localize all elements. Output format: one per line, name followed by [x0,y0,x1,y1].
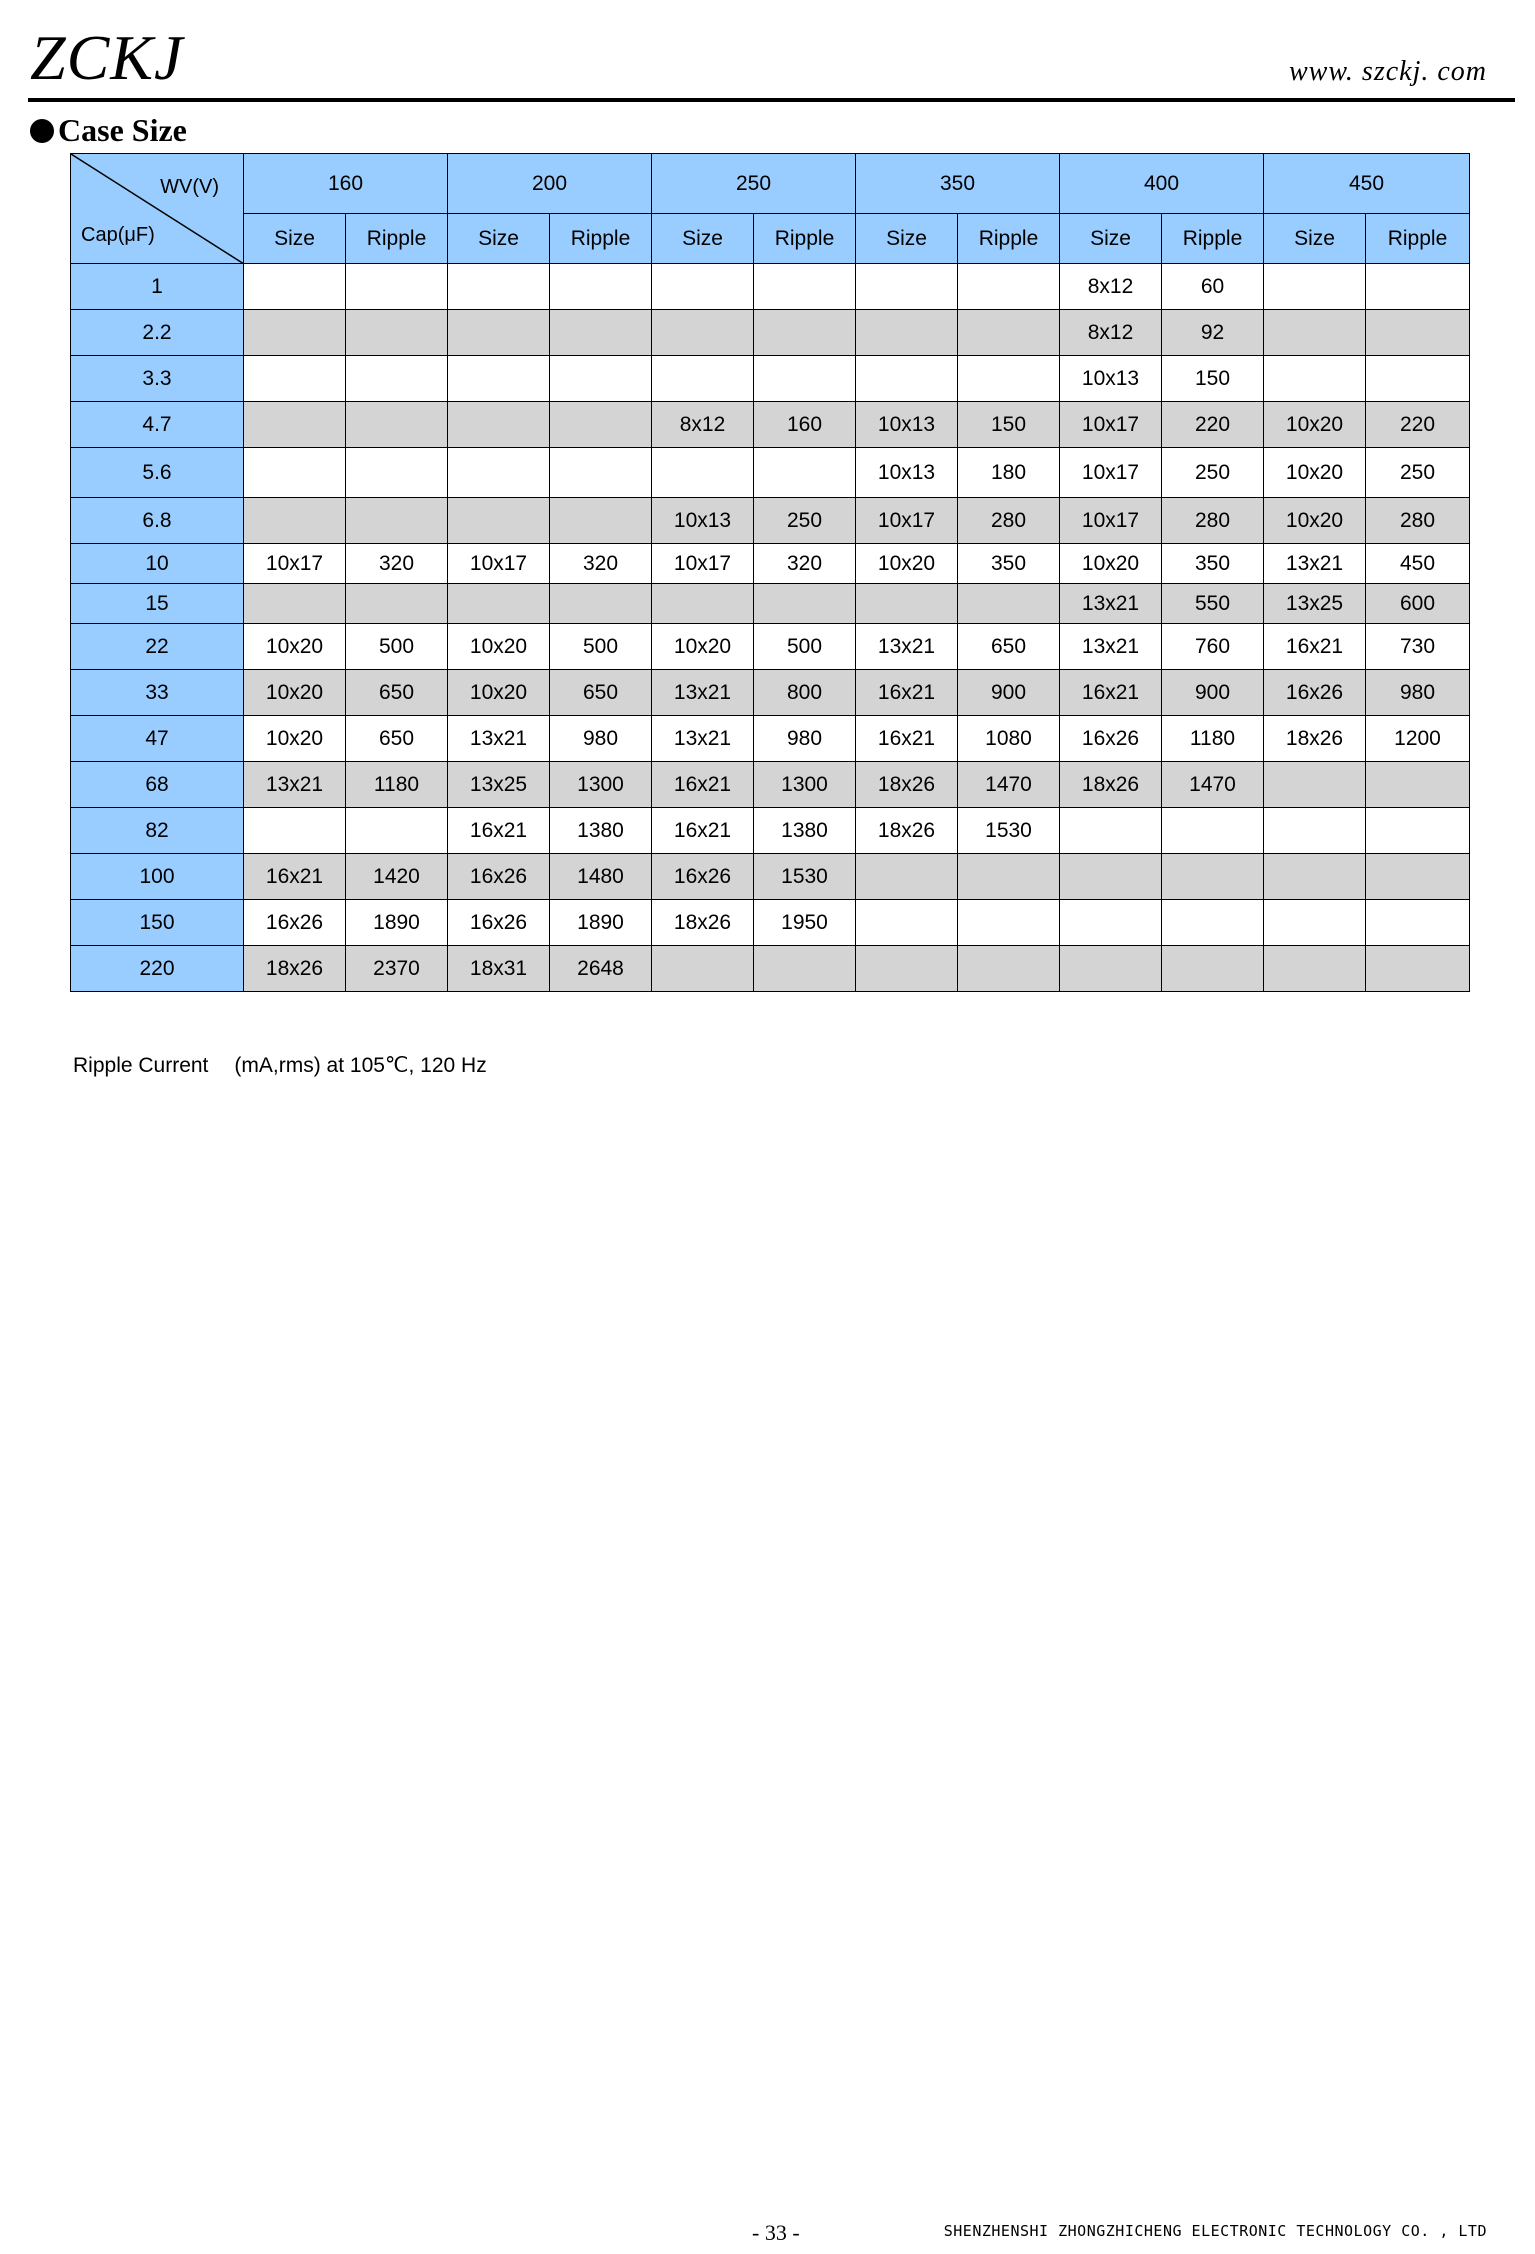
website-url: www. szckj. com [1288,56,1487,87]
ripple-cell [958,584,1060,624]
section-title: Case Size [58,112,187,148]
size-cell: 10x20 [856,544,958,584]
size-subheader: Size [448,214,550,264]
ripple-cell: 980 [1366,670,1470,716]
ripple-cell: 1180 [1162,716,1264,762]
ripple-cell: 250 [754,498,856,544]
size-subheader: Size [1060,214,1162,264]
ripple-cell [550,264,652,310]
size-subheader: Size [244,214,346,264]
ripple-cell [1366,808,1470,854]
ripple-cell [346,808,448,854]
size-cell: 18x26 [652,900,754,946]
size-cell: 18x26 [1060,762,1162,808]
capacitance-cell: 68 [71,762,244,808]
ripple-subheader: Ripple [346,214,448,264]
ripple-cell: 220 [1162,402,1264,448]
ripple-cell: 1470 [1162,762,1264,808]
size-cell: 18x26 [244,946,346,992]
size-cell: 16x21 [448,808,550,854]
size-cell: 10x13 [652,498,754,544]
ripple-cell [1366,854,1470,900]
size-cell: 10x20 [244,624,346,670]
ripple-cell [958,310,1060,356]
size-cell [856,946,958,992]
ripple-subheader: Ripple [958,214,1060,264]
ripple-cell: 180 [958,448,1060,498]
table-row [71,402,1470,448]
ripple-cell: 320 [754,544,856,584]
capacitance-cell: 150 [71,900,244,946]
ripple-cell: 250 [1366,448,1470,498]
size-cell: 10x20 [1264,402,1366,448]
size-cell [652,946,754,992]
ripple-cell: 1380 [754,808,856,854]
size-cell [1060,854,1162,900]
ripple-subheader: Ripple [1366,214,1470,264]
ripple-cell [958,946,1060,992]
size-cell: 10x17 [448,544,550,584]
size-cell [448,310,550,356]
ripple-cell [958,356,1060,402]
ripple-cell: 92 [1162,310,1264,356]
ripple-subheader: Ripple [550,214,652,264]
size-cell [1264,946,1366,992]
ripple-cell [1366,356,1470,402]
capacitance-cell: 5.6 [71,448,244,498]
table-row [71,716,1470,762]
ripple-cell: 650 [346,670,448,716]
ripple-cell: 320 [346,544,448,584]
capacitance-cell: 33 [71,670,244,716]
voltage-header: 400 [1060,154,1264,214]
size-cell: 10x17 [652,544,754,584]
ripple-cell: 320 [550,544,652,584]
size-cell [244,584,346,624]
ripple-cell: 1180 [346,762,448,808]
table-row [71,310,1470,356]
size-cell: 8x12 [1060,310,1162,356]
table-row [71,624,1470,670]
ripple-cell [550,402,652,448]
table-row [71,946,1470,992]
voltage-header: 450 [1264,154,1470,214]
size-cell [448,498,550,544]
ripple-cell [550,448,652,498]
size-cell: 10x17 [1060,448,1162,498]
voltage-header: 160 [244,154,448,214]
table-row [71,498,1470,544]
table-row [71,544,1470,584]
ripple-cell: 1480 [550,854,652,900]
size-cell: 16x26 [448,854,550,900]
ripple-cell: 280 [958,498,1060,544]
voltage-header-row [71,154,1470,214]
size-cell: 10x17 [1060,402,1162,448]
size-subheader: Size [652,214,754,264]
ripple-cell: 160 [754,402,856,448]
ripple-note-detail: (mA,rms) at 105℃, 120 Hz [234,1054,487,1077]
size-cell: 16x21 [856,670,958,716]
ripple-cell: 1200 [1366,716,1470,762]
size-cell: 10x20 [244,670,346,716]
ripple-cell [958,264,1060,310]
size-cell: 16x26 [1060,716,1162,762]
ripple-cell: 650 [550,670,652,716]
ripple-cell: 280 [1366,498,1470,544]
ripple-cell: 980 [550,716,652,762]
ripple-cell: 1890 [346,900,448,946]
size-cell: 10x20 [1264,448,1366,498]
ripple-cell: 60 [1162,264,1264,310]
ripple-cell [754,946,856,992]
ripple-cell [1162,854,1264,900]
ripple-cell [958,900,1060,946]
capacitance-cell: 15 [71,584,244,624]
ripple-cell [1366,762,1470,808]
size-cell [1264,356,1366,402]
size-cell: 13x21 [856,624,958,670]
brand-logo: ZCKJ [30,22,184,93]
size-cell [448,264,550,310]
size-cell [652,448,754,498]
size-cell: 13x21 [244,762,346,808]
size-cell: 10x17 [856,498,958,544]
ripple-cell: 900 [1162,670,1264,716]
ripple-cell: 760 [1162,624,1264,670]
size-cell: 16x21 [856,716,958,762]
ripple-cell: 150 [1162,356,1264,402]
table-row [71,900,1470,946]
ripple-cell: 1470 [958,762,1060,808]
size-cell [244,310,346,356]
size-cell [244,264,346,310]
size-cell: 10x20 [448,624,550,670]
table-row [71,762,1470,808]
ripple-cell: 730 [1366,624,1470,670]
ripple-cell: 350 [958,544,1060,584]
ripple-cell: 600 [1366,584,1470,624]
ripple-cell: 500 [346,624,448,670]
size-cell [1264,900,1366,946]
ripple-cell [1366,946,1470,992]
ripple-cell [550,584,652,624]
size-cell: 10x20 [1060,544,1162,584]
size-cell [856,310,958,356]
size-cell [1264,264,1366,310]
size-cell [856,356,958,402]
size-cell [1264,808,1366,854]
size-cell: 16x21 [652,808,754,854]
cap-label: Cap(μF) [81,224,155,246]
corner-diagonal [71,154,244,264]
ripple-cell: 500 [550,624,652,670]
size-cell [448,584,550,624]
size-cell: 16x21 [1060,670,1162,716]
size-cell [1060,946,1162,992]
size-cell: 10x20 [652,624,754,670]
size-cell [244,356,346,402]
capacitance-cell: 1 [71,264,244,310]
ripple-cell [754,448,856,498]
capacitance-cell: 220 [71,946,244,992]
size-cell: 16x26 [1264,670,1366,716]
size-cell [448,356,550,402]
ripple-cell [754,264,856,310]
ripple-cell [346,264,448,310]
size-cell: 18x31 [448,946,550,992]
capacitance-cell: 100 [71,854,244,900]
capacitance-cell: 4.7 [71,402,244,448]
voltage-header: 250 [652,154,856,214]
ripple-cell: 150 [958,402,1060,448]
voltage-header: 350 [856,154,1060,214]
size-cell [856,584,958,624]
ripple-cell [1162,900,1264,946]
ripple-cell: 1300 [754,762,856,808]
header-rule [28,98,1515,102]
size-cell: 8x12 [1060,264,1162,310]
table-row [71,808,1470,854]
size-cell: 13x21 [1060,624,1162,670]
ripple-cell [346,356,448,402]
size-cell: 16x26 [244,900,346,946]
size-cell: 10x17 [1060,498,1162,544]
ripple-cell [1366,264,1470,310]
case-size-table [70,153,1470,992]
size-cell: 13x21 [652,670,754,716]
size-cell: 18x26 [1264,716,1366,762]
ripple-cell: 550 [1162,584,1264,624]
ripple-cell [754,584,856,624]
size-cell [1264,854,1366,900]
capacitance-cell: 3.3 [71,356,244,402]
ripple-cell: 1300 [550,762,652,808]
size-cell [652,584,754,624]
size-cell [652,264,754,310]
size-cell: 10x13 [1060,356,1162,402]
size-cell: 13x25 [448,762,550,808]
size-cell: 18x26 [856,808,958,854]
size-cell: 10x20 [1264,498,1366,544]
size-cell: 16x21 [1264,624,1366,670]
size-cell [856,854,958,900]
ripple-cell [346,310,448,356]
size-cell [856,900,958,946]
ripple-cell: 650 [346,716,448,762]
size-cell [448,402,550,448]
size-cell: 13x21 [652,716,754,762]
size-subheader: Size [856,214,958,264]
ripple-cell [958,854,1060,900]
size-cell: 10x13 [856,448,958,498]
bullet-icon [30,119,54,143]
ripple-cell: 1080 [958,716,1060,762]
section-heading [30,112,187,149]
table-row [71,448,1470,498]
capacitance-cell: 82 [71,808,244,854]
ripple-cell: 450 [1366,544,1470,584]
size-cell [448,448,550,498]
ripple-cell: 280 [1162,498,1264,544]
ripple-cell: 250 [1162,448,1264,498]
size-cell: 13x25 [1264,584,1366,624]
table-row [71,854,1470,900]
ripple-subheader: Ripple [754,214,856,264]
size-cell: 16x21 [652,762,754,808]
table-row [71,356,1470,402]
ripple-cell [550,356,652,402]
size-cell [856,264,958,310]
ripple-cell [346,448,448,498]
ripple-subheader: Ripple [1162,214,1264,264]
size-cell [1060,900,1162,946]
ripple-cell: 500 [754,624,856,670]
subheader-row [71,214,1470,264]
ripple-cell: 900 [958,670,1060,716]
size-cell: 13x21 [1264,544,1366,584]
table-row [71,264,1470,310]
ripple-cell: 350 [1162,544,1264,584]
voltage-header: 200 [448,154,652,214]
size-cell: 18x26 [856,762,958,808]
ripple-cell: 1890 [550,900,652,946]
size-cell: 10x13 [856,402,958,448]
corner-cell [71,154,244,264]
size-cell: 13x21 [448,716,550,762]
table-row [71,584,1470,624]
size-cell [244,448,346,498]
capacitance-cell: 47 [71,716,244,762]
ripple-cell: 1530 [754,854,856,900]
size-cell [244,402,346,448]
ripple-cell: 2648 [550,946,652,992]
size-cell [244,808,346,854]
ripple-cell: 1950 [754,900,856,946]
ripple-cell: 2370 [346,946,448,992]
size-cell: 16x26 [652,854,754,900]
wv-label: WV(V) [160,176,219,198]
ripple-cell [346,584,448,624]
ripple-cell: 650 [958,624,1060,670]
size-cell [652,310,754,356]
ripple-cell [550,310,652,356]
ripple-cell [346,402,448,448]
size-cell [652,356,754,402]
ripple-cell: 1420 [346,854,448,900]
size-cell: 10x20 [448,670,550,716]
size-cell: 13x21 [1060,584,1162,624]
ripple-note-label: Ripple Current [73,1054,209,1077]
page-number: - 33 - [752,2220,800,2245]
ripple-cell [1366,900,1470,946]
company-footer: SHENZHENSHI ZHONGZHICHENG ELECTRONIC TECHNOLOGY CO. , LTD [943,2222,1487,2240]
size-cell: 10x17 [244,544,346,584]
size-cell [1264,310,1366,356]
size-cell [1060,808,1162,854]
ripple-cell [550,498,652,544]
ripple-cell [754,356,856,402]
capacitance-cell: 2.2 [71,310,244,356]
table-row [71,670,1470,716]
ripple-cell [1162,808,1264,854]
ripple-cell [1162,946,1264,992]
ripple-note [73,1053,513,1078]
case-size-table-wrapper [70,153,1470,992]
size-cell: 16x21 [244,854,346,900]
ripple-cell: 1530 [958,808,1060,854]
ripple-cell [754,310,856,356]
ripple-cell: 220 [1366,402,1470,448]
size-cell: 8x12 [652,402,754,448]
size-cell: 10x20 [244,716,346,762]
ripple-cell: 980 [754,716,856,762]
ripple-cell: 1380 [550,808,652,854]
capacitance-cell: 6.8 [71,498,244,544]
size-cell [244,498,346,544]
ripple-cell: 800 [754,670,856,716]
size-cell: 16x26 [448,900,550,946]
size-cell [1264,762,1366,808]
ripple-cell [1366,310,1470,356]
ripple-cell [346,498,448,544]
capacitance-cell: 10 [71,544,244,584]
capacitance-cell: 22 [71,624,244,670]
size-subheader: Size [1264,214,1366,264]
